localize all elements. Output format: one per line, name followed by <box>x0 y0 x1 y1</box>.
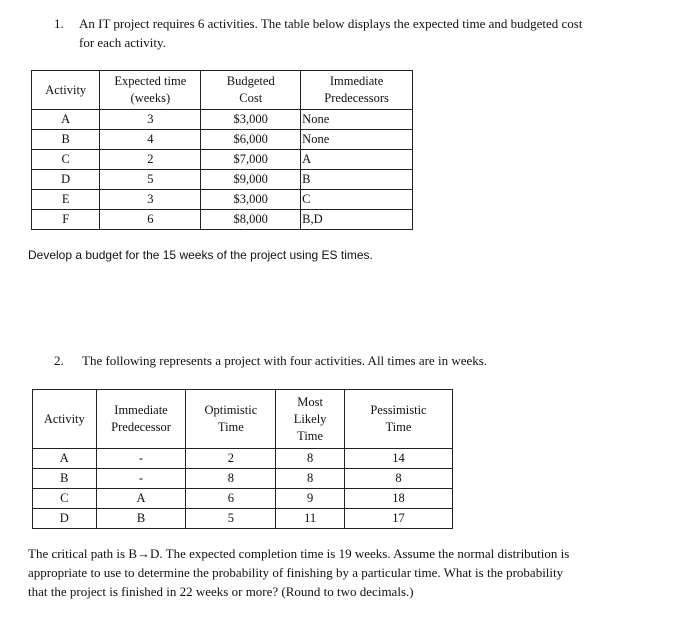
activity-table-1 <box>31 70 413 230</box>
cell-activity: E <box>32 190 100 210</box>
question-2-closing-line1: The critical path is B→D. The expected completion time is 19 weeks. Assume the normal distribution is <box>28 546 570 561</box>
table-header-row <box>32 71 413 110</box>
cell-predecessor: - <box>96 469 186 489</box>
table-row <box>32 110 413 130</box>
cell-pessimistic: 17 <box>344 509 452 529</box>
cell-predecessors: None <box>301 130 413 150</box>
cell-pessimistic: 8 <box>344 469 452 489</box>
cell-predecessors: B <box>301 170 413 190</box>
header-most-likely-time: Most Likely Time <box>276 390 345 449</box>
table-row <box>33 489 453 509</box>
header-immediate-predecessor: Immediate Predecessor <box>96 390 186 449</box>
cell-activity: B <box>33 469 97 489</box>
activity-table-2 <box>32 389 453 529</box>
cell-optimistic: 8 <box>186 469 276 489</box>
question-2-closing-line3: that the project is finished in 22 weeks or more? (Round to two decimals.) <box>28 584 414 599</box>
table-row <box>33 509 453 529</box>
cell-expected-time: 3 <box>100 190 201 210</box>
question-1-instruction: Develop a budget for the 15 weeks of the project using ES times. <box>28 248 373 262</box>
table-row <box>32 150 413 170</box>
cell-activity: C <box>32 150 100 170</box>
cell-pessimistic: 18 <box>344 489 452 509</box>
cell-pessimistic: 14 <box>344 449 452 469</box>
cell-optimistic: 2 <box>186 449 276 469</box>
header-budgeted-cost: Budgeted Cost <box>201 71 301 110</box>
cell-budgeted-cost: $7,000 <box>201 150 301 170</box>
cell-budgeted-cost: $3,000 <box>201 190 301 210</box>
cell-activity: A <box>32 110 100 130</box>
cell-predecessors: A <box>301 150 413 170</box>
cell-most-likely: 8 <box>276 469 345 489</box>
table-row <box>32 170 413 190</box>
table-row <box>32 210 413 230</box>
question-1-text-line1: An IT project requires 6 activities. The table below displays the expected time and budgeted cost <box>79 16 583 31</box>
cell-expected-time: 4 <box>100 130 201 150</box>
table-row <box>33 449 453 469</box>
cell-optimistic: 5 <box>186 509 276 529</box>
cell-predecessor: A <box>96 489 186 509</box>
cell-most-likely: 11 <box>276 509 345 529</box>
question-2-closing-line2: appropriate to use to determine the probability of finishing by a particular time. What is the probability <box>28 565 564 580</box>
header-pessimistic-time: Pessimistic Time <box>344 390 452 449</box>
header-expected-time: Expected time (weeks) <box>100 71 201 110</box>
header-activity: Activity <box>33 390 97 449</box>
question-1-number: 1. <box>54 16 64 31</box>
cell-activity: A <box>33 449 97 469</box>
cell-predecessors: B,D <box>301 210 413 230</box>
cell-activity: D <box>32 170 100 190</box>
cell-predecessor: B <box>96 509 186 529</box>
cell-most-likely: 9 <box>276 489 345 509</box>
cell-activity: D <box>33 509 97 529</box>
cell-optimistic: 6 <box>186 489 276 509</box>
cell-expected-time: 3 <box>100 110 201 130</box>
table-row <box>33 469 453 489</box>
cell-expected-time: 5 <box>100 170 201 190</box>
cell-budgeted-cost: $9,000 <box>201 170 301 190</box>
cell-activity: B <box>32 130 100 150</box>
header-optimistic-time: Optimistic Time <box>186 390 276 449</box>
header-predecessors: Immediate Predecessors <box>301 71 413 110</box>
cell-expected-time: 2 <box>100 150 201 170</box>
table-header-row <box>33 390 453 449</box>
header-activity: Activity <box>32 71 100 110</box>
cell-budgeted-cost: $6,000 <box>201 130 301 150</box>
cell-expected-time: 6 <box>100 210 201 230</box>
cell-budgeted-cost: $3,000 <box>201 110 301 130</box>
question-1-text-line2: for each activity. <box>79 35 166 50</box>
cell-activity: F <box>32 210 100 230</box>
cell-budgeted-cost: $8,000 <box>201 210 301 230</box>
cell-activity: C <box>33 489 97 509</box>
cell-predecessor: - <box>96 449 186 469</box>
question-2-text: The following represents a project with four activities. All times are in weeks. <box>82 353 488 368</box>
question-2-number: 2. <box>54 353 64 368</box>
cell-most-likely: 8 <box>276 449 345 469</box>
table-row <box>32 130 413 150</box>
table-row <box>32 190 413 210</box>
cell-predecessors: C <box>301 190 413 210</box>
cell-predecessors: None <box>301 110 413 130</box>
